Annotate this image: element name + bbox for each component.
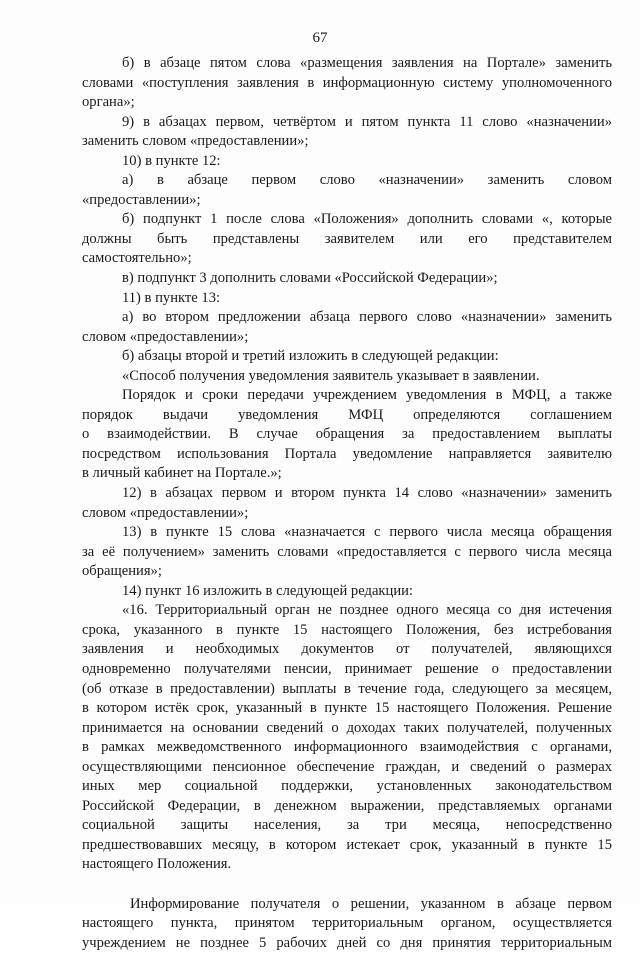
text-line: «предоставлении»; xyxy=(82,191,201,208)
text-line: самостоятельно»; xyxy=(82,250,192,267)
text-line: б) подпункт 1 после слова «Положения» дополнить словами «, которые xyxy=(122,211,612,228)
text-line: настоящего пункта, принятом территориальным органом, осуществляется xyxy=(82,915,612,932)
text-line: срока, указанного в пункте 15 настоящего Положения, без истребования xyxy=(82,621,612,638)
text-line: обращения»; xyxy=(82,563,162,580)
text-line: в) подпункт 3 дополнить словами «Российской Федерации»; xyxy=(122,270,498,287)
text-line: порядок выдачи уведомления МФЦ определяются соглашением xyxy=(82,406,612,423)
text-line: Российской Федерации, в денежном выражении, представляемых органами xyxy=(82,797,612,814)
text-line: 10) в пункте 12: xyxy=(122,152,221,169)
text-line: 14) пункт 16 изложить в следующей редакции: xyxy=(122,582,413,599)
text-line: Информирование получателя о решении, указанном в абзаце первом xyxy=(130,895,612,912)
text-line: словом «предоставлении»; xyxy=(82,328,249,345)
text-line: словом «предоставлении»; xyxy=(82,504,249,521)
text-line: за её получением» заменить словами «предоставляется с первого числа месяца xyxy=(82,543,612,560)
page-number: 67 xyxy=(312,30,328,46)
text-line: «16. Территориальный орган не позднее одного месяца со дня истечения xyxy=(122,602,612,619)
text-line: заменить словом «предоставлении»; xyxy=(82,133,309,150)
text-line: б) в абзаце пятом слова «размещения заявления на Портале» заменить xyxy=(122,55,612,71)
text-line: в личный кабинет на Портале.»; xyxy=(82,465,282,482)
text-line: социальной защиты населения, за три месяца, непосредственно xyxy=(82,817,612,834)
blank-line xyxy=(82,875,612,895)
text-line: а) во втором предложении абзаца первого слово «назначении» заменить xyxy=(122,309,612,326)
text-line: осуществляющими пенсионное обеспечение граждан, и сведений о размерах xyxy=(82,758,612,775)
text-line: а) в абзаце первом слово «назначении» заменить словом xyxy=(122,172,612,189)
text-line: принимается на основании сведений о доходах таких получателей, полученных xyxy=(82,719,612,736)
text-line: должны быть представлены заявителем или его представителем xyxy=(82,230,612,247)
text-line: заявления и необходимых документов от получателей, являющихся xyxy=(82,641,612,658)
text-line: учреждением не позднее 5 рабочих дней со дня принятия территориальным xyxy=(82,934,612,951)
text-line: «Способ получения уведомления заявитель указывает в заявлении. xyxy=(122,367,540,384)
text-line: (об отказе в предоставлении) выплаты в течение года, следующего за месяцем, xyxy=(82,680,612,697)
text-line: иных мер социальной поддержки, установленных законодательством xyxy=(82,778,612,795)
text-line: Порядок и сроки передачи учреждением уведомления в МФЦ, а также xyxy=(122,387,612,404)
text-line: органа»; xyxy=(82,94,135,111)
text-line: посредством использования Портала уведомление направляется заявителю xyxy=(82,445,612,462)
text-line: б) абзацы второй и третий изложить в следующей редакции: xyxy=(122,348,499,365)
text-line: настоящего Положения. xyxy=(82,856,232,873)
text-line: 12) в абзацах первом и втором пункта 14 слово «назначении» заменить xyxy=(122,485,612,502)
text-line: 13) в пункте 15 слова «назначается с первого числа месяца обращения xyxy=(122,524,612,541)
text-line: одновременно получателями пенсии, принимает решение о предоставлении xyxy=(82,660,612,677)
text-line: в котором истёк срок, указанный в пункте 15 настоящего Положения. Решение xyxy=(82,700,612,717)
text-line: 11) в пункте 13: xyxy=(122,289,221,306)
text-line: о взаимодействии. В случае обращения за предоставлением выплаты xyxy=(82,426,612,443)
document-body xyxy=(82,54,612,953)
text-line: 9) в абзацах первом, четвёртом и пятом пункта 11 слово «назначении» xyxy=(122,113,612,130)
text-line: словами «поступления заявления в информационную систему уполномоченного xyxy=(82,74,612,91)
text-line: в рамках межведомственного информационного взаимодействия с органами, xyxy=(82,739,612,756)
text-line: предшествовавших месяцу, в котором истекает срок, указанный в пункте 15 xyxy=(82,836,612,853)
